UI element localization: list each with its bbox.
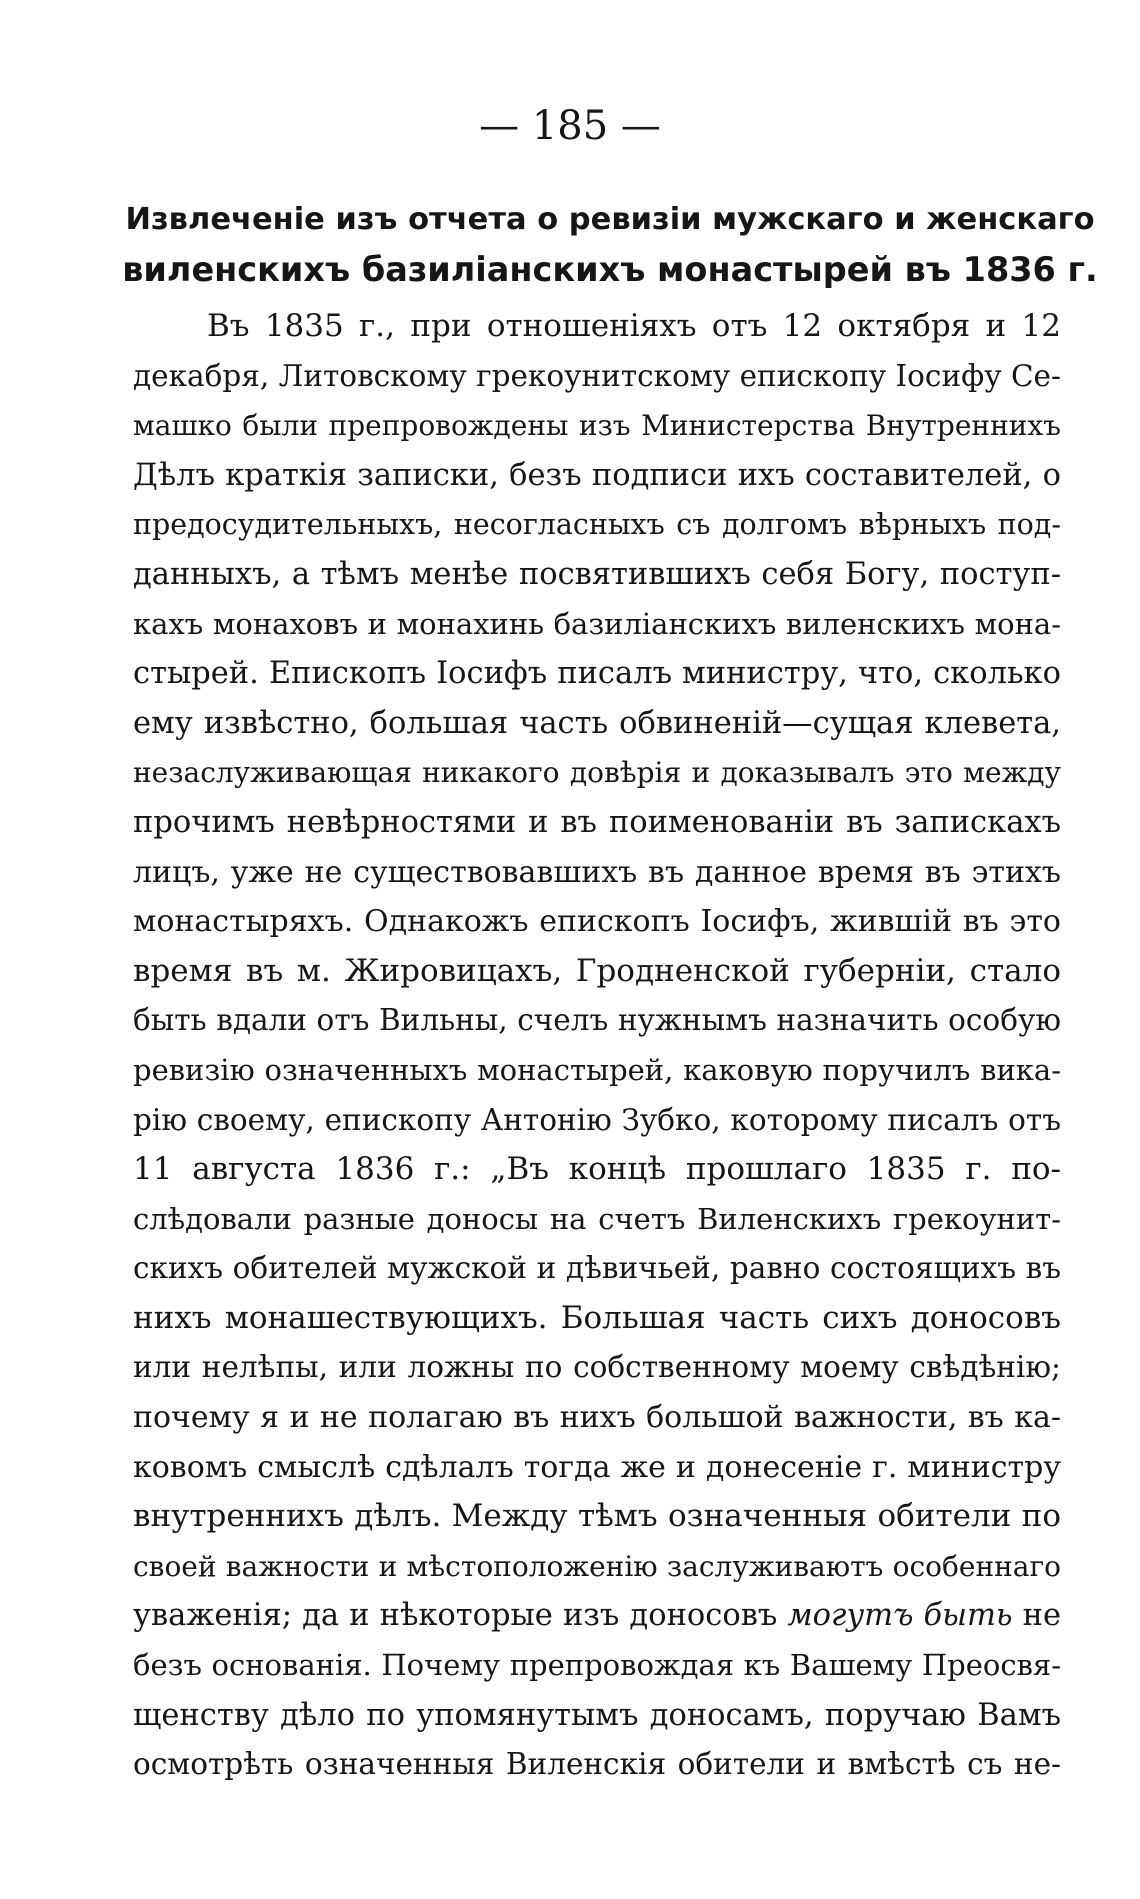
text-line: предосудительныхъ, несогласныхъ съ долгомъ вѣрныхъ под-: [133, 508, 1061, 542]
page-number: — 185 —: [479, 103, 661, 149]
text-line: время въ м. Жировицахъ, Гродненской губерніи, стало: [133, 952, 1061, 989]
text-line: рію своему, епископу Антонію Зубко, которому писалъ отъ: [133, 1102, 1061, 1137]
text-line: данныхъ, а тѣмъ менѣе посвятившихъ себя Богу, поступ-: [133, 556, 1061, 592]
text-line: ковомъ смыслѣ сдѣлалъ тогда же и донесеніе г. министру: [133, 1449, 1061, 1485]
text-line: Въ 1835 г., при отношеніяхъ отъ 12 октября и 12: [207, 308, 1061, 344]
text-line: почему я и не полагаю въ нихъ большой важности, въ ка-: [133, 1400, 1061, 1436]
text-line: внутреннихъ дѣлъ. Между тѣмъ означенныя обители по: [133, 1498, 1061, 1535]
text-line: Дѣлъ краткія записки, безъ подписи ихъ составителей, о: [133, 457, 1061, 493]
text-line: 11 августа 1836 г.: „Въ концѣ прошлаго 1835 г. по-: [133, 1151, 1061, 1188]
text-line: прочимъ невѣрностями и въ поименованіи въ запискахъ: [133, 804, 1061, 840]
text-line: лицъ, уже не существовавшихъ въ данное время въ этихъ: [133, 854, 1061, 890]
text-line: нихъ монашествующихъ. Большая часть сихъ доносовъ: [133, 1299, 1061, 1336]
text-line: монастыряхъ. Однакожъ епископъ Іосифъ, жившій въ это: [133, 904, 1061, 940]
text-line: скихъ обителей мужской и дѣвичьей, равно состоящихъ въ: [133, 1251, 1061, 1286]
text-line: или нелѣпы, или ложны по собственному моему свѣдѣнію;: [133, 1350, 1061, 1385]
text-line: кахъ монаховъ и монахинь базиліанскихъ виленскихъ мона-: [133, 606, 1061, 641]
text-fragment: не: [1022, 1598, 1061, 1634]
title-line-2: виленскихъ базиліанскихъ монастырей въ 1836 г.: [122, 250, 1098, 289]
text-line: декабря, Литовскому грекоунитскому епископу Іосифу Се-: [133, 358, 1061, 393]
text-line: незаслуживающая никакого довѣрія и доказывалъ это между: [133, 756, 1061, 790]
section-title: [120, 195, 1100, 295]
title-line-1: Извлеченіе изъ отчета о ревизіи мужскаго и женскаго: [125, 202, 1095, 237]
text-line: быть вдали отъ Вильны, счелъ нужнымъ назначить особую: [133, 1003, 1061, 1038]
text-line: своей важности и мѣстоположенію заслуживаютъ особеннаго: [133, 1549, 1061, 1583]
text-line: слѣдовали разные доносы на счетъ Виленскихъ грекоунит-: [133, 1201, 1061, 1236]
text-line: щенству дѣло по упомянутымъ доносамъ, поручаю Вамъ: [133, 1697, 1061, 1733]
text-fragment: уваженія; да и нѣкоторые изъ доносовъ: [133, 1598, 778, 1634]
italic-fragment: могутъ быть: [787, 1598, 1013, 1634]
body-text: [133, 302, 1061, 1790]
text-line-with-italic: [133, 1591, 1061, 1641]
text-line: ревизію означенныхъ монастырей, каковую поручилъ вика-: [133, 1052, 1061, 1087]
text-line: ему извѣстно, большая часть обвиненій—сущая клевета,: [133, 705, 1061, 741]
text-line: осмотрѣть означенныя Виленскія обители и вмѣстѣ съ не-: [133, 1747, 1061, 1782]
text-line: стырей. Епископъ Іосифъ писалъ министру, что, сколько: [133, 656, 1061, 692]
text-line: машко были препровождены изъ Министерства Внутреннихъ: [133, 409, 1061, 443]
text-line: безъ основанія. Почему препровождая къ Вашему Преосвя-: [133, 1648, 1061, 1683]
